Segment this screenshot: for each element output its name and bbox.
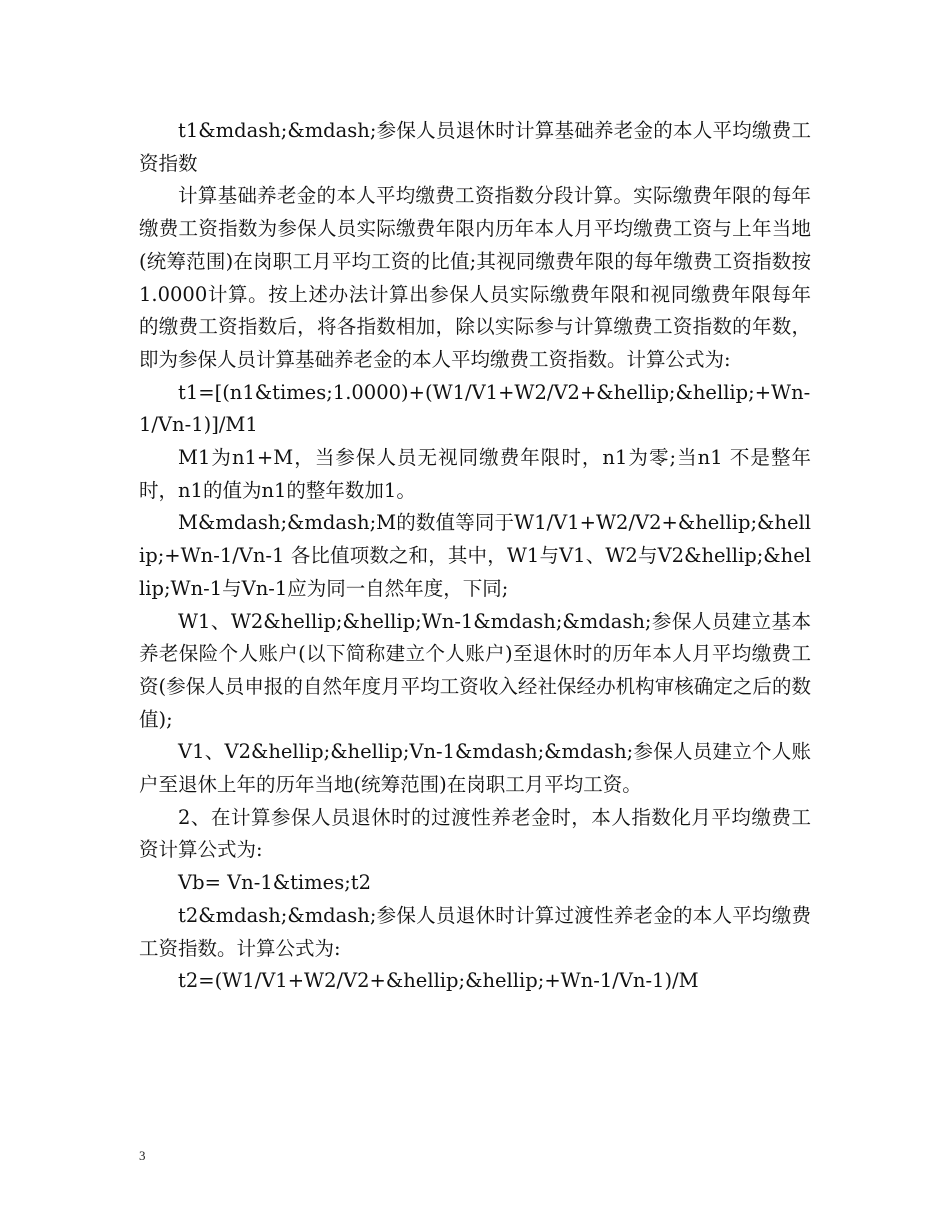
paragraph-t2-formula: t2=(W1/V1+W2/V2+&hellip;&hellip;+Wn-1/Vn-1)/M: [178, 969, 699, 993]
document-body: [139, 115, 811, 998]
paragraph-vb-formula: Vb= Vn-1&times;t2: [178, 871, 372, 895]
paragraph-t2-definition: t2&mdash;&mdash;参保人员退休时计算过渡性养老金的本人平均缴费工资指数。计算公式为:: [139, 903, 811, 960]
paragraph-transitional-pension: 2、在计算参保人员退休时的过渡性养老金时，本人指数化月平均缴费工资计算公式为:: [139, 805, 811, 862]
paragraph-t1-formula: t1=[(n1&times;1.0000)+(W1/V1+W2/V2+&hellip;&hellip;+Wn-1/Vn-1)]/M1: [139, 380, 811, 437]
page-number: 3: [139, 1148, 146, 1163]
paragraph-t1-definition: t1&mdash;&mdash;参保人员退休时计算基础养老金的本人平均缴费工资指数: [139, 119, 811, 175]
paragraph-w-definition: W1、W2&hellip;&hellip;Wn-1&mdash;&mdash;参保人员建立基本养老保险个人账户(以下简称建立个人账户)至退休时的历年本人月平均缴费工资(参保人员申报的自然年度月平均工资收入经社保经办机构审核确定之后的数值);: [139, 609, 811, 731]
paragraph-v-definition: V1、V2&hellip;&hellip;Vn-1&mdash;&mdash;参保人员建立个人账户至退休上年的历年当地(统筹范围)在岗职工月平均工资。: [139, 740, 811, 797]
paragraph-m1-definition: M1为n1+M，当参保人员无视同缴费年限时，n1为零;当n1 不是整年时，n1的值为n1的整年数加1。: [139, 446, 811, 502]
paragraph-m-definition: M&mdash;&mdash;M的数值等同于W1/V1+W2/V2+&hellip;&hellip;+Wn-1/Vn-1 各比值项数之和，其中，W1与V1、W2与V2&hellip;&hellip;Wn-1与Vn-1应为同一自然年度，下同;: [139, 511, 811, 600]
paragraph-index-calculation: 计算基础养老金的本人平均缴费工资指数分段计算。实际缴费年限的每年缴费工资指数为参保人员实际缴费年限内历年本人月平均缴费工资与上年当地(统筹范围)在岗职工月平均工资的比值;其视同缴费年限的每年缴费工资指数按1.0000计算。按上述办法计算出参保人员实际缴费年限和视同缴费年限每年的缴费工资指数后，将各指数相加，除以实际参与计算缴费工资指数的年数，即为参保人员计算基础养老金的本人平均缴费工资指数。计算公式为:: [139, 184, 811, 371]
